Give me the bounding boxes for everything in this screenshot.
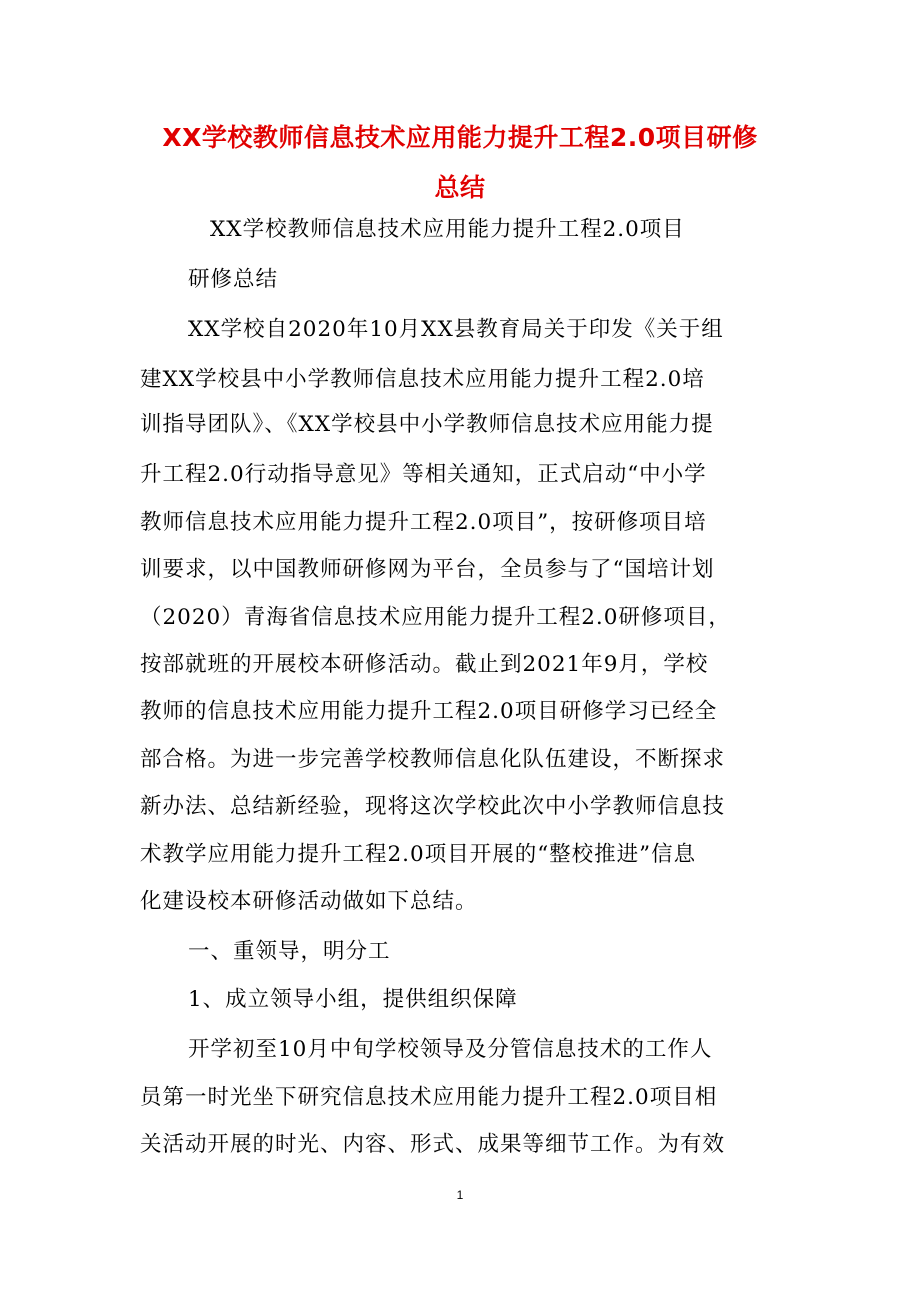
paragraph-line: （2020）青海省信息技术应用能力提升工程2.0研修项目， bbox=[140, 605, 731, 630]
page-number: 1 bbox=[456, 1188, 464, 1202]
paragraph-line: 教师信息技术应用能力提升工程2.0项目”，按研修项目培 bbox=[140, 510, 707, 535]
paragraph-line: 开学初至10月中旬学校领导及分管信息技术的工作人 bbox=[188, 1037, 713, 1062]
paragraph-line: 员第一时光坐下研究信息技术应用能力提升工程2.0项目相 bbox=[140, 1085, 718, 1110]
paragraph-line: 建XX学校县中小学教师信息技术应用能力提升工程2.0培 bbox=[140, 367, 705, 392]
paragraph-line: 新办法、总结新经验，现将这次学校此次中小学教师信息技 bbox=[140, 794, 726, 819]
paragraph-line: 关活动开展的时光、内容、形式、成果等细节工作。为有效 bbox=[140, 1132, 726, 1157]
section-heading: 一、重领导，明分工 bbox=[188, 939, 391, 964]
paragraph-line: 教师的信息技术应用能力提升工程2.0项目研修学习已经全 bbox=[140, 699, 718, 724]
paragraph-line: 训指导团队》、《XX学校县中小学教师信息技术应用能力提 bbox=[140, 412, 714, 437]
paragraph-line: 训要求，以中国教师研修网为平台，全员参与了“国培计划 bbox=[140, 557, 715, 582]
paragraph-line: 术教学应用能力提升工程2.0项目开展的“整校推进”信息 bbox=[140, 842, 697, 867]
subsection-heading: 1、成立领导小组，提供组织保障 bbox=[188, 987, 518, 1012]
document-title-line-1: XX学校教师信息技术应用能力提升工程2.0项目研修 bbox=[162, 123, 758, 152]
paragraph-line: 化建设校本研修活动做如下总结。 bbox=[140, 889, 478, 914]
document-title-line-2: 总结 bbox=[434, 173, 486, 202]
paragraph-line: 升工程2.0行动指导意见》等相关通知，正式启动“中小学 bbox=[140, 462, 707, 487]
paragraph-line: 部合格。为进一步完善学校教师信息化队伍建设，不断探求 bbox=[140, 747, 726, 772]
paragraph-line: XX学校自2020年10月XX县教育局关于印发《关于组 bbox=[188, 317, 724, 342]
paragraph-line: 按部就班的开展校本研修活动。截止到2021年9月，学校 bbox=[140, 652, 709, 677]
subtitle-line-2: 研修总结 bbox=[188, 267, 279, 292]
subtitle-line-1: XX学校教师信息技术应用能力提升工程2.0项目 bbox=[210, 217, 685, 242]
